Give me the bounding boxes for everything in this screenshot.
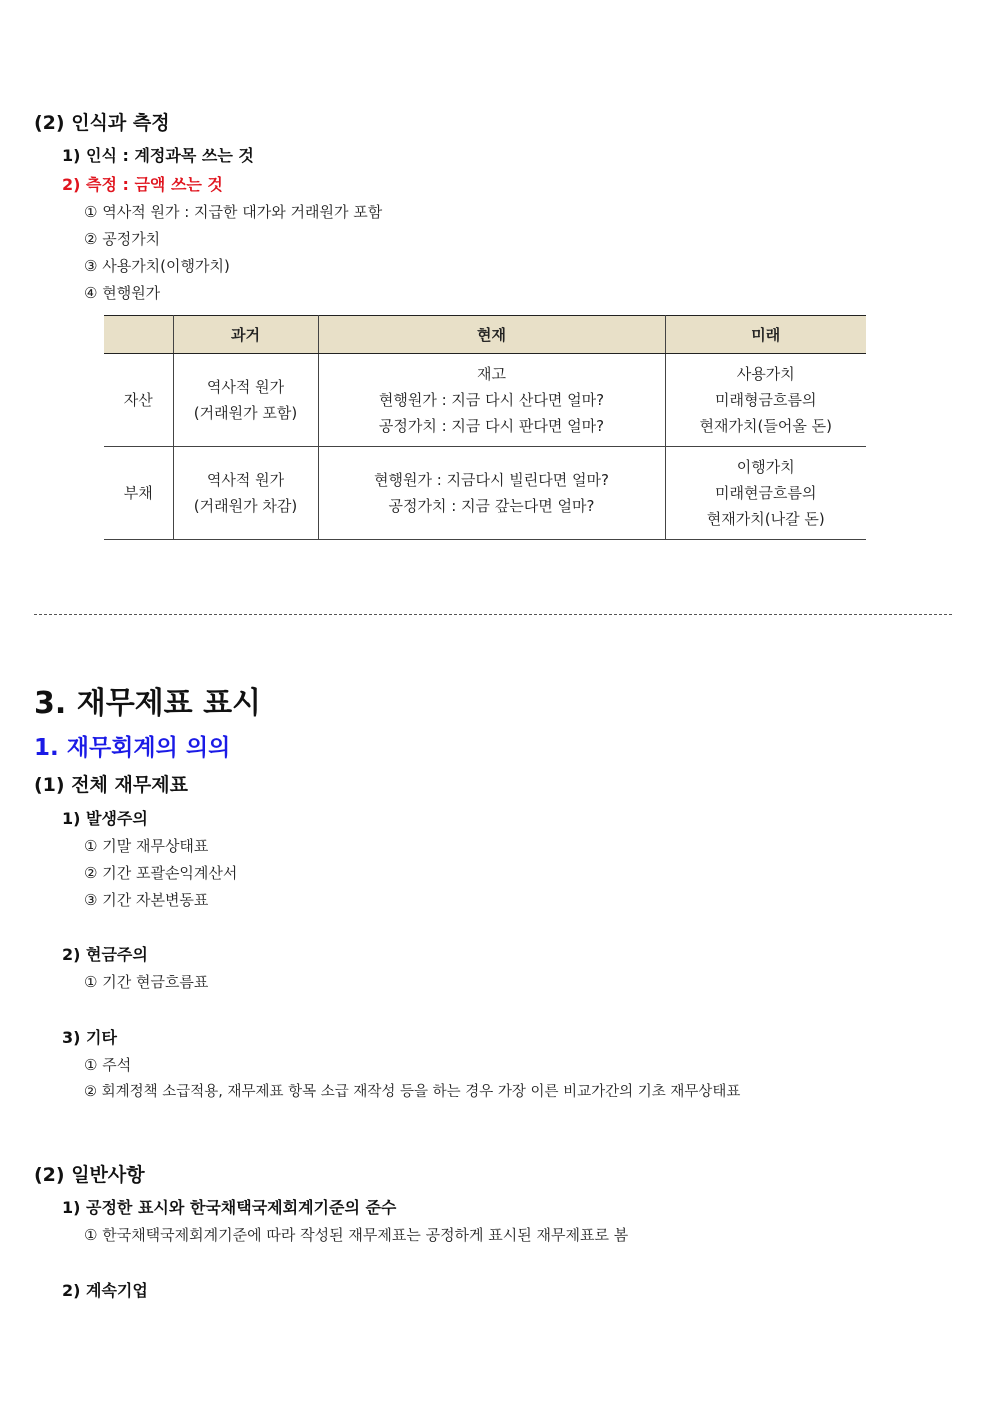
cell-line: 현행원가 : 지금 다시 산다면 얼마?: [378, 391, 605, 409]
header-cell-present: 현재: [318, 316, 665, 354]
cell-line: 이행가치: [736, 458, 795, 476]
list-item: ③ 기간 자본변동표: [84, 891, 209, 909]
heading-full-statements: (1) 전체 재무제표: [34, 774, 188, 796]
chapter-title: 3. 재무제표 표시: [34, 686, 262, 721]
cell-line: 현행원가 : 지금다시 빌린다면 얼마?: [374, 471, 609, 489]
cell-line: 공정가치 : 지금 갚는다면 얼마?: [388, 497, 595, 515]
subheading-other: 3) 기타: [62, 1028, 117, 1047]
cell-line: 현재가치(나갈 돈): [706, 510, 825, 528]
cell-line: 역사적 원가: [206, 471, 285, 489]
measurement-comparison-table: [104, 315, 866, 540]
cell-past: [173, 354, 318, 447]
subheading-going-concern: 2) 계속기업: [62, 1281, 148, 1300]
cell-line: 사용가치: [736, 365, 795, 383]
section-divider: [34, 614, 952, 615]
subheading-recognition: 1) 인식 : 계정과목 쓰는 것: [62, 146, 254, 165]
cell-present: [318, 447, 665, 540]
subheading-measurement: 2) 측정 : 금액 쓰는 것: [62, 175, 223, 194]
cell-line: 현재가치(들어올 돈): [699, 417, 832, 435]
list-item: ② 회계정책 소급적용, 재무제표 항목 소급 재작성 등을 하는 경우 가장 이른 비교가간의 기초 재무상태표: [84, 1084, 741, 1100]
cell-line: (거래원가 포함): [193, 404, 298, 422]
cell-present: [318, 354, 665, 447]
list-item: ② 기간 포괄손익계산서: [84, 864, 238, 882]
section-title: 1. 재무회계의 의의: [34, 735, 231, 761]
list-item: ① 주석: [84, 1056, 132, 1074]
table-row: [104, 447, 866, 540]
cell-line: 재고: [477, 365, 506, 383]
list-item: ① 기간 현금흐름표: [84, 973, 209, 991]
list-item: ① 한국채택국제회계기준에 따라 작성된 재무제표는 공정하게 표시된 재무제표로 봄: [84, 1226, 629, 1244]
heading-recognition-measurement: (2) 인식과 측정: [34, 112, 170, 134]
header-cell-past: 과거: [173, 316, 318, 354]
cell-line: (거래원가 차감): [193, 497, 298, 515]
subheading-cash-basis: 2) 현금주의: [62, 945, 148, 964]
row-label-asset: 자산: [104, 354, 173, 447]
subheading-fair-presentation: 1) 공정한 표시와 한국채택국제회계기준의 준수: [62, 1198, 397, 1217]
table-header-row: [104, 316, 866, 354]
cell-line: 미래형금흐름의: [715, 391, 817, 409]
list-item: ④ 현행원가: [84, 284, 161, 302]
subheading-accrual: 1) 발생주의: [62, 809, 148, 828]
cell-future: [665, 447, 866, 540]
cell-line: 공정가치 : 지금 다시 판다면 얼마?: [378, 417, 605, 435]
cell-past: [173, 447, 318, 540]
heading-general: (2) 일반사항: [34, 1164, 145, 1186]
list-item: ① 기말 재무상태표: [84, 837, 209, 855]
cell-future: [665, 354, 866, 447]
list-item: ③ 사용가치(이행가치): [84, 257, 230, 275]
list-item: ② 공정가치: [84, 230, 161, 248]
table-row: [104, 354, 866, 447]
cell-line: 역사적 원가: [206, 378, 285, 396]
row-label-liability: 부채: [104, 447, 173, 540]
header-cell-empty: [104, 316, 173, 354]
list-item: ① 역사적 원가 : 지급한 대가와 거래원가 포함: [84, 203, 383, 221]
header-cell-future: 미래: [665, 316, 866, 354]
cell-line: 미래현금흐름의: [715, 484, 817, 502]
